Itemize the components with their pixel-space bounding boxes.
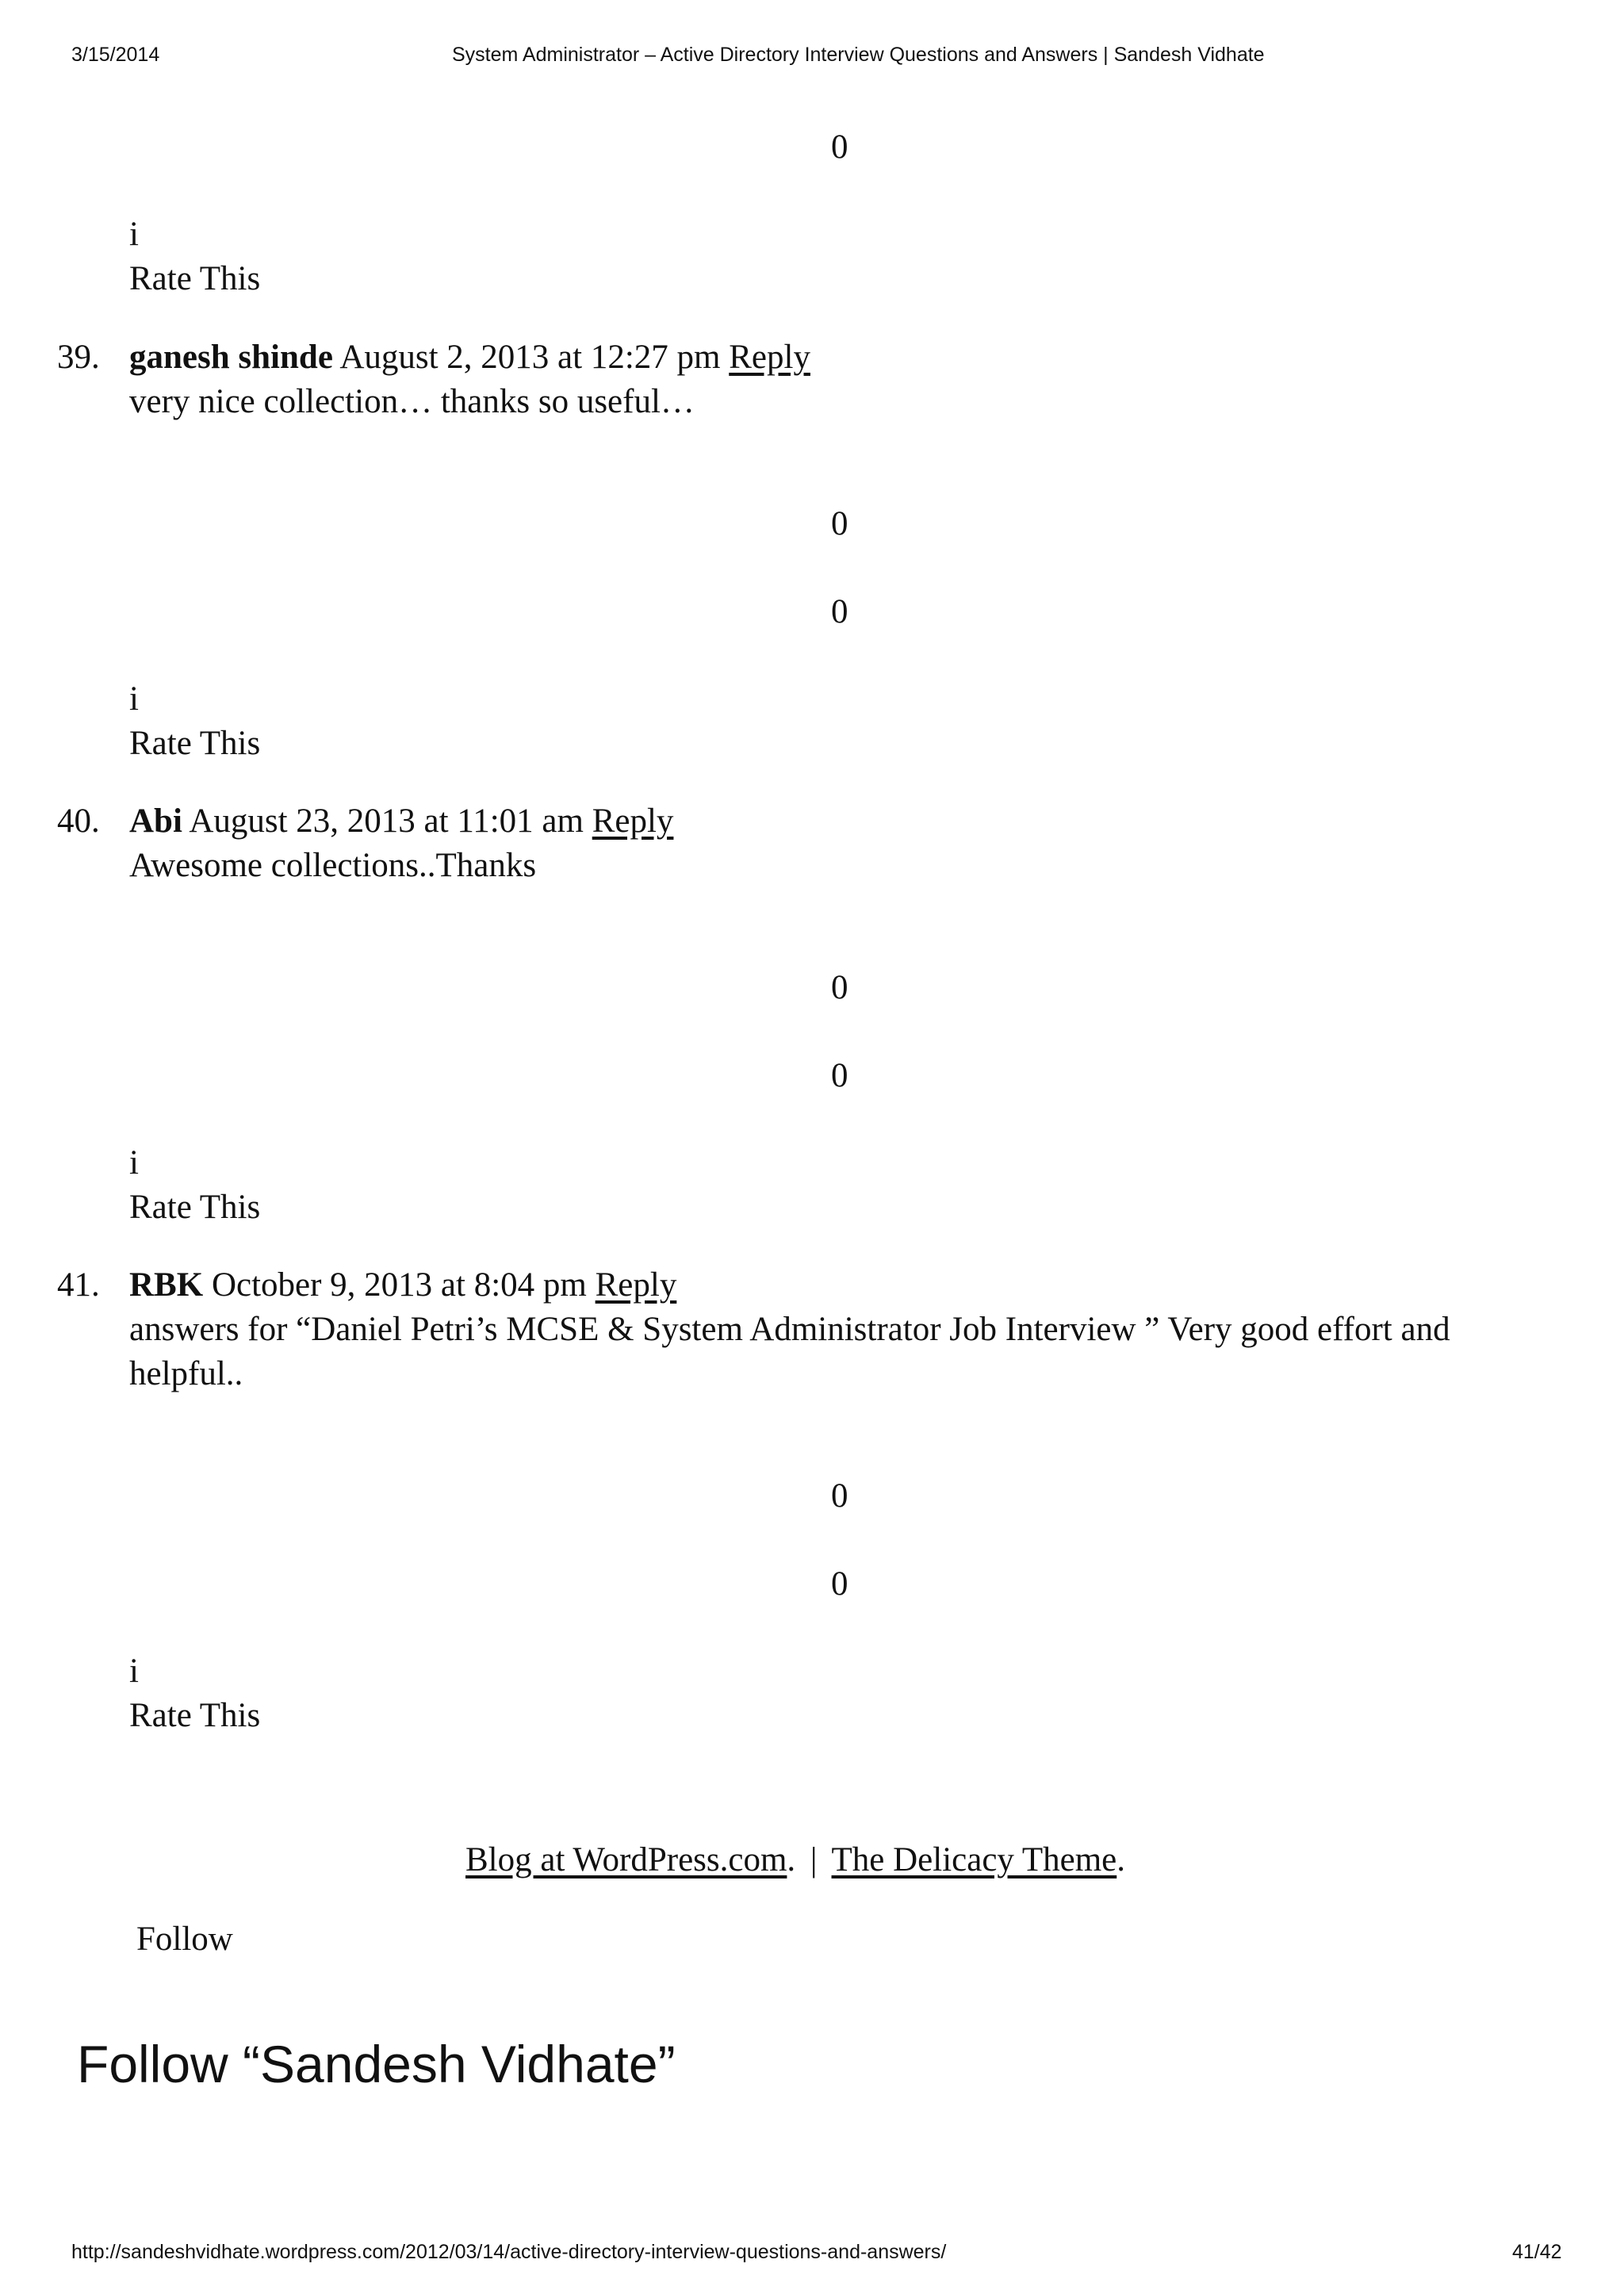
rating-count-up: 0 [831,505,848,542]
site-footer [465,1838,1125,1882]
wordpress-link[interactable]: Blog at WordPress.com [465,1841,787,1878]
comment-text: answers for “Daniel Petri’s MCSE & System Administrator Job Interview ” Very good effort and helpful.. [129,1311,1450,1392]
comment-number: 40. [57,802,100,840]
comment-date: October 9, 2013 at 8:04 pm [211,1266,587,1304]
theme-link[interactable]: The Delicacy Theme [831,1841,1117,1878]
rating-count-down: 0 [831,593,848,630]
rate-this-label[interactable]: Rate This [129,725,261,762]
rating-count-up: 0 [831,1477,848,1515]
reply-link[interactable]: Reply [729,339,810,376]
rating-count-down: 0 [831,128,848,166]
print-date: 3/15/2014 [71,44,160,66]
rate-this-label[interactable]: Rate This [129,1697,261,1734]
rating-icon[interactable]: i [129,1653,139,1690]
comment-author: RBK [129,1266,204,1304]
print-title: System Administrator – Active Directory Interview Questions and Answers | Sandesh Vidhate [452,44,1265,66]
comment-author: ganesh shinde [129,339,333,376]
footer-period: . [787,1841,796,1878]
footer-separator: | [810,1841,818,1878]
footer-period: . [1116,1841,1126,1878]
print-page-number: 41/42 [1512,2241,1562,2263]
print-url: http://sandeshvidhate.wordpress.com/2012/03/14/active-directory-interview-questions-and-answers/ [71,2241,947,2263]
rating-count-down: 0 [831,1565,848,1603]
rating-icon[interactable]: i [129,1144,139,1181]
comment-text: Awesome collections..Thanks [129,847,537,884]
comment-date: August 23, 2013 at 11:01 am [189,802,584,840]
reply-link[interactable]: Reply [595,1266,677,1304]
comment-number: 39. [57,339,100,376]
rating-icon[interactable]: i [129,680,139,718]
rate-this-label[interactable]: Rate This [129,260,261,297]
reply-link[interactable]: Reply [592,802,674,840]
rating-count-down: 0 [831,1057,848,1094]
comment-text: very nice collection… thanks so useful… [129,383,695,420]
comment-date: August 2, 2013 at 12:27 pm [339,339,721,376]
follow-button[interactable]: Follow [136,1921,233,1958]
rating-count-up: 0 [831,969,848,1006]
rate-this-label[interactable]: Rate This [129,1189,261,1226]
comment-author: Abi [129,802,182,840]
rating-icon[interactable]: i [129,216,139,253]
comment-number: 41. [57,1266,100,1304]
follow-heading: Follow “Sandesh Vidhate” [77,2035,676,2093]
